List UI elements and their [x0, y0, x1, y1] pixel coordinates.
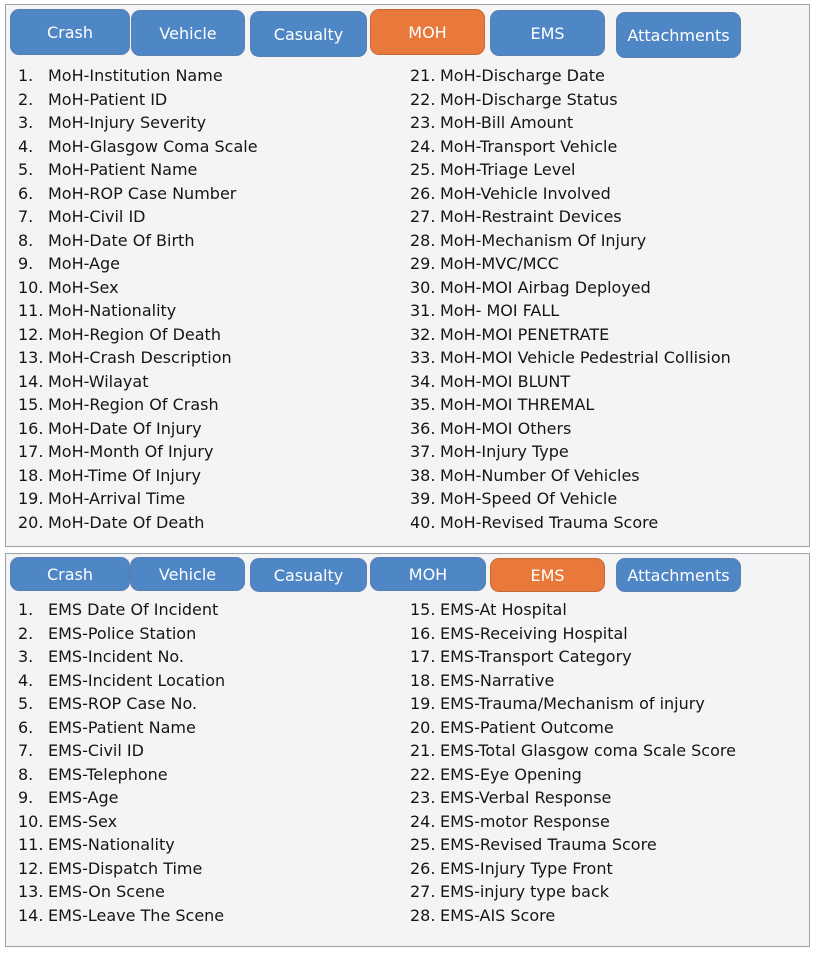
- field-number: 12.: [18, 858, 44, 878]
- field-number: 11.: [18, 835, 44, 854]
- field-label: EMS-Total Glasgow coma Scale Score: [440, 741, 736, 760]
- tab-moh[interactable]: MOH: [370, 557, 486, 591]
- moh-field-item: [18, 395, 219, 415]
- field-label: EMS-Age: [48, 788, 119, 807]
- field-number: 36.: [410, 418, 436, 438]
- moh-field-item: [18, 348, 232, 368]
- moh-field-item: [18, 489, 185, 509]
- field-label: MoH-Region Of Crash: [48, 395, 219, 414]
- moh-field-item: [410, 395, 594, 415]
- field-label: MoH-Revised Trauma Score: [440, 512, 659, 532]
- field-number: 15.: [18, 395, 44, 414]
- field-number: 34.: [410, 371, 436, 391]
- moh-field-item: [18, 442, 213, 462]
- field-label: EMS-Dispatch Time: [48, 858, 203, 878]
- field-label: EMS-Police Station: [48, 623, 197, 643]
- field-number: 19.: [18, 489, 44, 508]
- moh-field-item: [410, 513, 658, 533]
- field-number: 27.: [410, 882, 436, 901]
- field-number: 21.: [410, 66, 436, 85]
- moh-field-item: [18, 372, 148, 392]
- moh-field-item: [410, 231, 646, 251]
- field-label: EMS-Trauma/Mechanism of injury: [440, 694, 705, 713]
- field-number: 14.: [18, 371, 44, 391]
- field-label: MoH-ROP Case Number: [48, 183, 237, 203]
- moh-field-item: [410, 254, 559, 274]
- ems-field-item: [18, 741, 144, 761]
- ems-field-item: [18, 906, 224, 926]
- field-number: 10.: [18, 277, 44, 297]
- field-label: MoH-Month Of Injury: [48, 442, 214, 461]
- ems-field-item: [18, 859, 202, 879]
- moh-field-item: [410, 325, 609, 345]
- moh-field-item: [18, 90, 167, 110]
- ems-field-item: [18, 671, 225, 691]
- field-number: 23.: [410, 113, 436, 132]
- field-label: EMS-Leave The Scene: [48, 905, 225, 925]
- field-number: 21.: [410, 741, 436, 760]
- field-label: MoH-Wilayat: [48, 371, 149, 391]
- moh-field-item: [18, 137, 258, 157]
- moh-field-item: [410, 348, 731, 368]
- ems-field-item: [410, 647, 632, 667]
- field-label: EMS-Eye Opening: [440, 764, 582, 784]
- field-label: MoH-Age: [48, 254, 120, 273]
- field-label: EMS-AIS Score: [440, 905, 556, 925]
- field-number: 2.: [18, 89, 34, 109]
- field-label: MoH- MOI FALL: [440, 301, 560, 320]
- moh-field-item: [410, 137, 617, 157]
- field-label: MoH-Discharge Status: [440, 89, 618, 109]
- field-label: MoH-Nationality: [48, 301, 177, 320]
- moh-field-item: [18, 207, 146, 227]
- field-label: MoH-Crash Description: [48, 348, 232, 367]
- tab-casualty[interactable]: Casualty: [250, 558, 367, 592]
- moh-field-item: [410, 160, 576, 180]
- field-label: MoH-Injury Severity: [48, 113, 207, 132]
- moh-field-item: [410, 207, 622, 227]
- field-label: MoH-Transport Vehicle: [440, 136, 618, 156]
- tab-vehicle[interactable]: Vehicle: [130, 557, 245, 591]
- field-label: MoH-Region Of Death: [48, 324, 221, 344]
- field-label: EMS-At Hospital: [440, 600, 567, 619]
- field-label: EMS-Narrative: [440, 670, 555, 690]
- tab-casualty[interactable]: Casualty: [250, 11, 367, 57]
- field-label: MoH-Discharge Date: [440, 66, 605, 85]
- field-number: 9.: [18, 788, 34, 807]
- field-label: EMS-Nationality: [48, 835, 175, 854]
- field-number: 30.: [410, 277, 436, 297]
- field-label: MoH-Injury Type: [440, 442, 569, 461]
- field-number: 1.: [18, 66, 34, 85]
- field-label: EMS-Incident No.: [48, 647, 185, 666]
- moh-field-item: [410, 372, 570, 392]
- field-label: MoH-MOI Vehicle Pedestrial Collision: [440, 348, 731, 367]
- field-number: 16.: [410, 623, 436, 643]
- moh-field-item: [18, 513, 204, 533]
- moh-field-item: [18, 66, 223, 86]
- field-label: MoH-Patient Name: [48, 160, 198, 179]
- field-label: MoH-Institution Name: [48, 66, 223, 85]
- ems-field-item: [18, 835, 175, 855]
- ems-field-item: [410, 812, 610, 832]
- field-number: 20.: [410, 717, 436, 737]
- moh-field-item: [410, 278, 651, 298]
- moh-field-item: [410, 301, 559, 321]
- field-label: MoH-Sex: [48, 277, 119, 297]
- field-number: 29.: [410, 254, 436, 273]
- moh-field-item: [18, 231, 194, 251]
- field-number: 17.: [18, 442, 44, 461]
- moh-field-item: [410, 66, 605, 86]
- field-number: 28.: [410, 230, 436, 250]
- moh-fields-panel: [5, 4, 810, 547]
- ems-field-item: [18, 694, 197, 714]
- field-label: MoH-Arrival Time: [48, 489, 186, 508]
- field-label: MoH-Date Of Birth: [48, 230, 195, 250]
- field-number: 26.: [410, 183, 436, 203]
- moh-field-item: [410, 419, 571, 439]
- field-label: MoH-Civil ID: [48, 207, 146, 226]
- field-label: MoH-Glasgow Coma Scale: [48, 136, 258, 156]
- field-number: 18.: [410, 670, 436, 690]
- moh-field-item: [410, 90, 618, 110]
- field-number: 10.: [18, 811, 44, 831]
- field-number: 37.: [410, 442, 436, 461]
- field-label: MoH-Date Of Death: [48, 512, 205, 532]
- field-label: MoH-Mechanism Of Injury: [440, 230, 647, 250]
- moh-field-item: [18, 254, 120, 274]
- moh-field-item: [410, 466, 640, 486]
- moh-panel-tab-bar: [6, 5, 809, 63]
- field-number: 22.: [410, 764, 436, 784]
- field-number: 19.: [410, 694, 436, 713]
- field-label: EMS Date Of Incident: [48, 600, 219, 619]
- ems-field-item: [410, 600, 567, 620]
- field-number: 13.: [18, 348, 44, 367]
- moh-field-item: [18, 184, 236, 204]
- field-number: 4.: [18, 670, 34, 690]
- ems-field-item: [18, 788, 118, 808]
- moh-field-item: [18, 278, 119, 298]
- field-number: 13.: [18, 882, 44, 901]
- field-label: MoH-Time Of Injury: [48, 465, 201, 485]
- field-label: MoH-Speed Of Vehicle: [440, 489, 618, 508]
- field-number: 40.: [410, 512, 436, 532]
- field-number: 18.: [18, 465, 44, 485]
- field-label: MoH-MOI Airbag Deployed: [440, 277, 651, 297]
- field-label: EMS-Receiving Hospital: [440, 623, 628, 643]
- field-label: MoH-Date Of Injury: [48, 418, 202, 438]
- field-number: 25.: [410, 160, 436, 179]
- field-number: 1.: [18, 600, 34, 619]
- field-number: 23.: [410, 788, 436, 807]
- moh-field-item: [410, 113, 573, 133]
- field-number: 3.: [18, 647, 34, 666]
- moh-field-item: [410, 442, 569, 462]
- field-number: 35.: [410, 395, 436, 414]
- ems-field-item: [410, 906, 555, 926]
- ems-fields-panel: [5, 553, 810, 947]
- field-number: 15.: [410, 600, 436, 619]
- field-number: 24.: [410, 136, 436, 156]
- ems-field-item: [410, 718, 614, 738]
- tab-ems[interactable]: EMS: [490, 558, 605, 592]
- ems-field-item: [410, 671, 554, 691]
- ems-field-item: [18, 718, 196, 738]
- field-number: 24.: [410, 811, 436, 831]
- field-label: EMS-Telephone: [48, 764, 168, 784]
- field-label: MoH-MOI PENETRATE: [440, 324, 610, 344]
- field-number: 32.: [410, 324, 436, 344]
- field-number: 26.: [410, 858, 436, 878]
- field-label: EMS-Civil ID: [48, 741, 144, 760]
- field-number: 27.: [410, 207, 436, 226]
- ems-field-item: [18, 812, 117, 832]
- moh-field-item: [18, 113, 206, 133]
- field-label: MoH-Patient ID: [48, 89, 168, 109]
- ems-field-item: [410, 859, 613, 879]
- field-number: 6.: [18, 717, 34, 737]
- field-label: MoH-MOI BLUNT: [440, 371, 571, 391]
- field-number: 3.: [18, 113, 34, 132]
- tab-crash[interactable]: Crash: [10, 557, 130, 591]
- field-number: 5.: [18, 160, 34, 179]
- moh-field-item: [18, 419, 202, 439]
- field-label: EMS-Revised Trauma Score: [440, 835, 657, 854]
- field-label: EMS-Patient Name: [48, 717, 196, 737]
- ems-field-item: [18, 647, 184, 667]
- field-number: 25.: [410, 835, 436, 854]
- field-label: MoH-MOI Others: [440, 418, 572, 438]
- field-label: MoH-Vehicle Involved: [440, 183, 611, 203]
- field-label: MoH-Triage Level: [440, 160, 576, 179]
- tab-attachments[interactable]: Attachments: [616, 12, 741, 58]
- tab-moh[interactable]: MOH: [370, 9, 485, 55]
- field-number: 33.: [410, 348, 436, 367]
- field-label: EMS-ROP Case No.: [48, 694, 198, 713]
- ems-field-item: [18, 765, 168, 785]
- ems-field-item: [410, 882, 609, 902]
- field-number: 12.: [18, 324, 44, 344]
- field-label: MoH-MOI THREMAL: [440, 395, 595, 414]
- field-label: EMS-Patient Outcome: [440, 717, 614, 737]
- moh-field-item: [18, 325, 221, 345]
- field-number: 7.: [18, 207, 34, 226]
- field-number: 39.: [410, 489, 436, 508]
- ems-field-item: [410, 741, 736, 761]
- moh-field-item: [410, 184, 611, 204]
- field-label: EMS-motor Response: [440, 811, 610, 831]
- field-number: 9.: [18, 254, 34, 273]
- tab-crash[interactable]: Crash: [10, 9, 130, 55]
- field-number: 31.: [410, 301, 436, 320]
- tab-attachments[interactable]: Attachments: [616, 558, 741, 592]
- field-number: 4.: [18, 136, 34, 156]
- field-label: EMS-Incident Location: [48, 670, 226, 690]
- ems-field-item: [18, 600, 218, 620]
- field-number: 17.: [410, 647, 436, 666]
- moh-field-item: [18, 466, 201, 486]
- moh-field-item: [18, 301, 176, 321]
- field-label: EMS-Sex: [48, 811, 118, 831]
- field-label: MoH-Bill Amount: [440, 113, 574, 132]
- field-number: 5.: [18, 694, 34, 713]
- ems-field-item: [410, 765, 582, 785]
- field-label: EMS-Injury Type Front: [440, 858, 613, 878]
- moh-field-item: [410, 489, 617, 509]
- field-number: 7.: [18, 741, 34, 760]
- field-label: EMS-Transport Category: [440, 647, 632, 666]
- field-number: 14.: [18, 905, 44, 925]
- field-number: 22.: [410, 89, 436, 109]
- field-label: MoH-MVC/MCC: [440, 254, 559, 273]
- ems-field-item: [18, 624, 196, 644]
- field-number: 2.: [18, 623, 34, 643]
- field-label: EMS-Verbal Response: [440, 788, 612, 807]
- field-number: 16.: [18, 418, 44, 438]
- field-number: 6.: [18, 183, 34, 203]
- field-number: 38.: [410, 465, 436, 485]
- ems-field-item: [410, 694, 705, 714]
- ems-field-item: [18, 882, 165, 902]
- field-number: 8.: [18, 764, 34, 784]
- tab-ems[interactable]: EMS: [490, 10, 605, 56]
- ems-field-item: [410, 835, 657, 855]
- ems-field-item: [410, 624, 628, 644]
- ems-field-item: [410, 788, 611, 808]
- moh-field-item: [18, 160, 197, 180]
- field-number: 20.: [18, 512, 44, 532]
- field-number: 28.: [410, 905, 436, 925]
- field-label: MoH-Restraint Devices: [440, 207, 622, 226]
- tab-vehicle[interactable]: Vehicle: [131, 10, 245, 56]
- field-label: EMS-On Scene: [48, 882, 165, 901]
- field-label: MoH-Number Of Vehicles: [440, 465, 640, 485]
- field-label: EMS-injury type back: [440, 882, 609, 901]
- field-number: 11.: [18, 301, 44, 320]
- field-number: 8.: [18, 230, 34, 250]
